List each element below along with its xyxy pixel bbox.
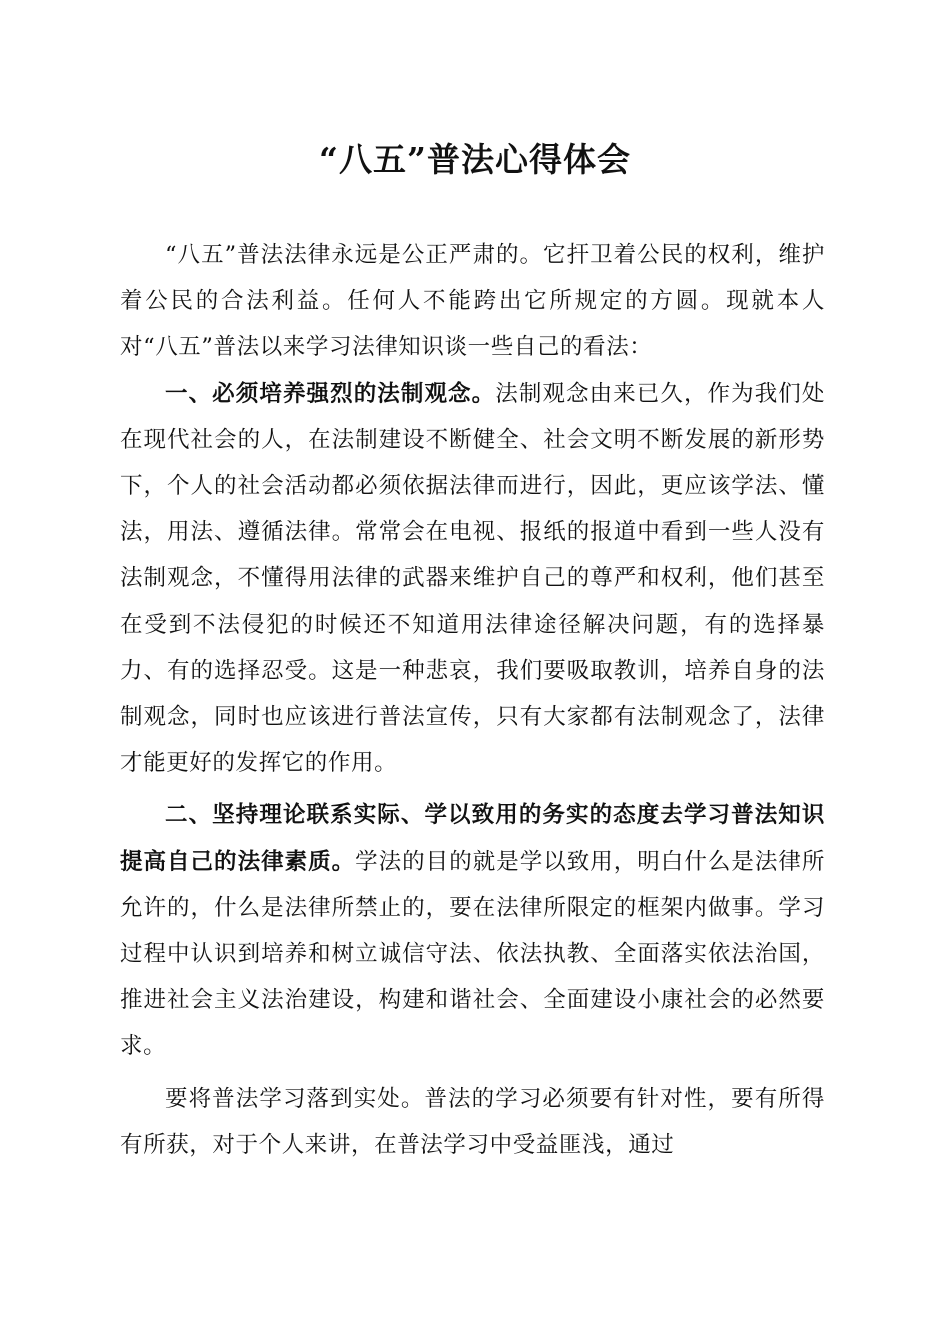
document-body (120, 232, 825, 1168)
paragraph-practice (120, 1076, 825, 1168)
paragraph-text: 法制观念由来已久，作为我们处在现代社会的人，在法制建设不断健全、社会文明不断发展的新形势下，个人的社会活动都必须依据法律而进行，因此，更应该学法、懂法，用法、遵循法律。常常会在电视、报纸的报道中看到一些人没有法制观念，不懂得用法律的武器来维护自己的尊严和权利，他们甚至在受到不法侵犯的时候还不知道用法律途径解决问题，有的选择暴力、有的选择忍受。这是一种悲哀，我们要吸取教训，培养自身的法制观念，同时也应该进行普法宣传，只有大家都有法制观念了，法律才能更好的发挥它的作用。 (120, 380, 826, 777)
paragraph-text: 要将普法学习落到实处。普法的学习必须要有针对性，要有所得有所获，对于个人来讲，在普法学习中受益匪浅，通过 (120, 1085, 825, 1158)
paragraph-section-one (120, 371, 825, 787)
paragraph-text: “八五”普法法律永远是公正严肃的。它扞卫着公民的权利，维护着公民的合法利益。任何人不能跨出它所规定的方圆。现就本人对“八五”普法以来学习法律知识谈一些自己的看法： (120, 242, 825, 361)
document-title: “八五”普法心得体会 (319, 140, 631, 179)
paragraph-section-two (120, 792, 825, 1069)
section-heading: 二、坚持理论联系实际、学以致用的务实的态度去学习普法知识提高自己的法律素质。 (120, 802, 825, 875)
paragraph-intro (120, 232, 825, 371)
section-heading: 一、必须培养强烈的法制观念。 (165, 380, 496, 407)
paragraph-text: 学法的目的就是学以致用，明白什么是法律所允许的，什么是法律所禁止的，要在法律所限定的框架内做事。学习过程中认识到培养和树立诚信守法、依法执教、全面落实依法治国，推进社会主义法治建设，构建和谐社会、全面建设小康社会的必然要求。 (120, 848, 825, 1060)
